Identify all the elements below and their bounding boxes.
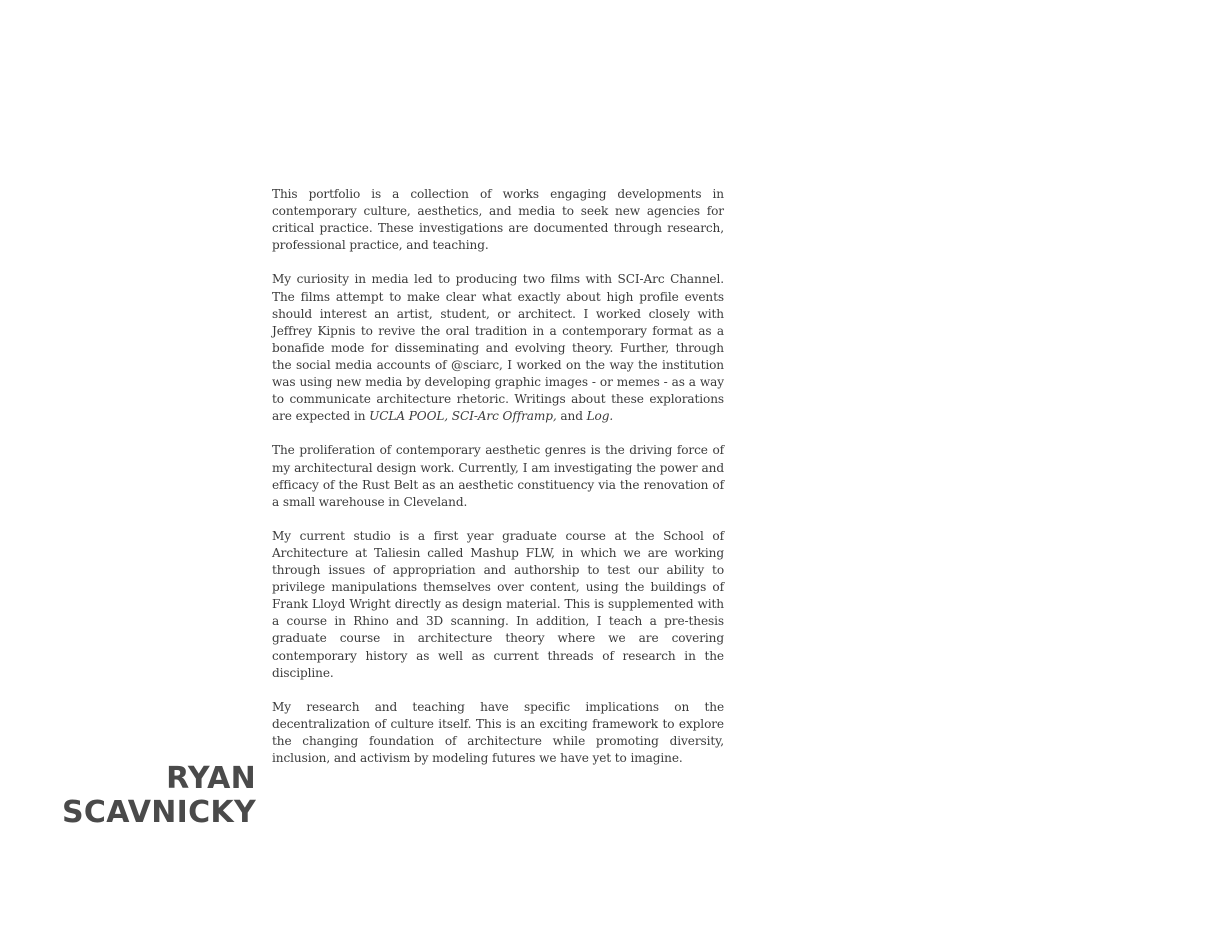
paragraph-media-text: My curiosity in media led to producing two films with SCI-Arc Channel. The films attempt to make clear what exactly about high profile events should interest an artist, student, or architect. I worked closely with Jeffrey Kipnis to revive the oral tradition in a contemporary format as a bonafide mode for disseminating and evolving theory. Further, through the social media accounts of @sciarc, I worked on the way the institution was using new media by developing graphic images - or memes - as a way to communicate architecture rhetoric. Writings about these explorations are expected in	[272, 272, 724, 424]
paragraph-conjunction: and	[556, 409, 587, 424]
author-first-name: RYAN	[166, 761, 256, 796]
author-last-name: SCAVNICKY	[62, 795, 256, 830]
paragraph-current-studio: My current studio is a first year graduate course at the School of Architecture at Taliesin called Mashup FLW, in which we are working through issues of appropriation and authorship to test our ability to privilege manipulations themselves over content, using the buildings of Frank Lloyd Wright directly as design material. This is supplemented with a course in Rhino and 3D scanning. In addition, I teach a pre-thesis graduate course in architecture theory where we are covering contemporary history as well as current threads of research in the discipline.	[272, 528, 724, 680]
publication-log: Log.	[586, 409, 614, 424]
intro-text-column	[272, 186, 724, 767]
paragraph-aesthetic-genres: The proliferation of contemporary aesthetic genres is the driving force of my architectural design work. Currently, I am investigating the power and efficacy of the Rust Belt as an aesthetic constituency via the renovation of a small warehouse in Cleveland.	[272, 443, 724, 509]
publication-names: UCLA POOL, SCI-Arc Offramp,	[369, 409, 557, 424]
author-name	[40, 762, 256, 830]
paragraph-research-teaching: My research and teaching have specific implications on the decentralization of culture itself. This is an exciting framework to explore the changing foundation of architecture while promoting diversity, inclusion, and activism by modeling futures we have yet to imagine.	[272, 699, 724, 766]
paragraph-media-curiosity	[272, 271, 724, 425]
paragraph-portfolio-intro: This portfolio is a collection of works engaging developments in contemporary culture, aesthetics, and media to seek new agencies for critical practice. These investigations are documented through research, professional practice, and teaching.	[272, 187, 724, 253]
